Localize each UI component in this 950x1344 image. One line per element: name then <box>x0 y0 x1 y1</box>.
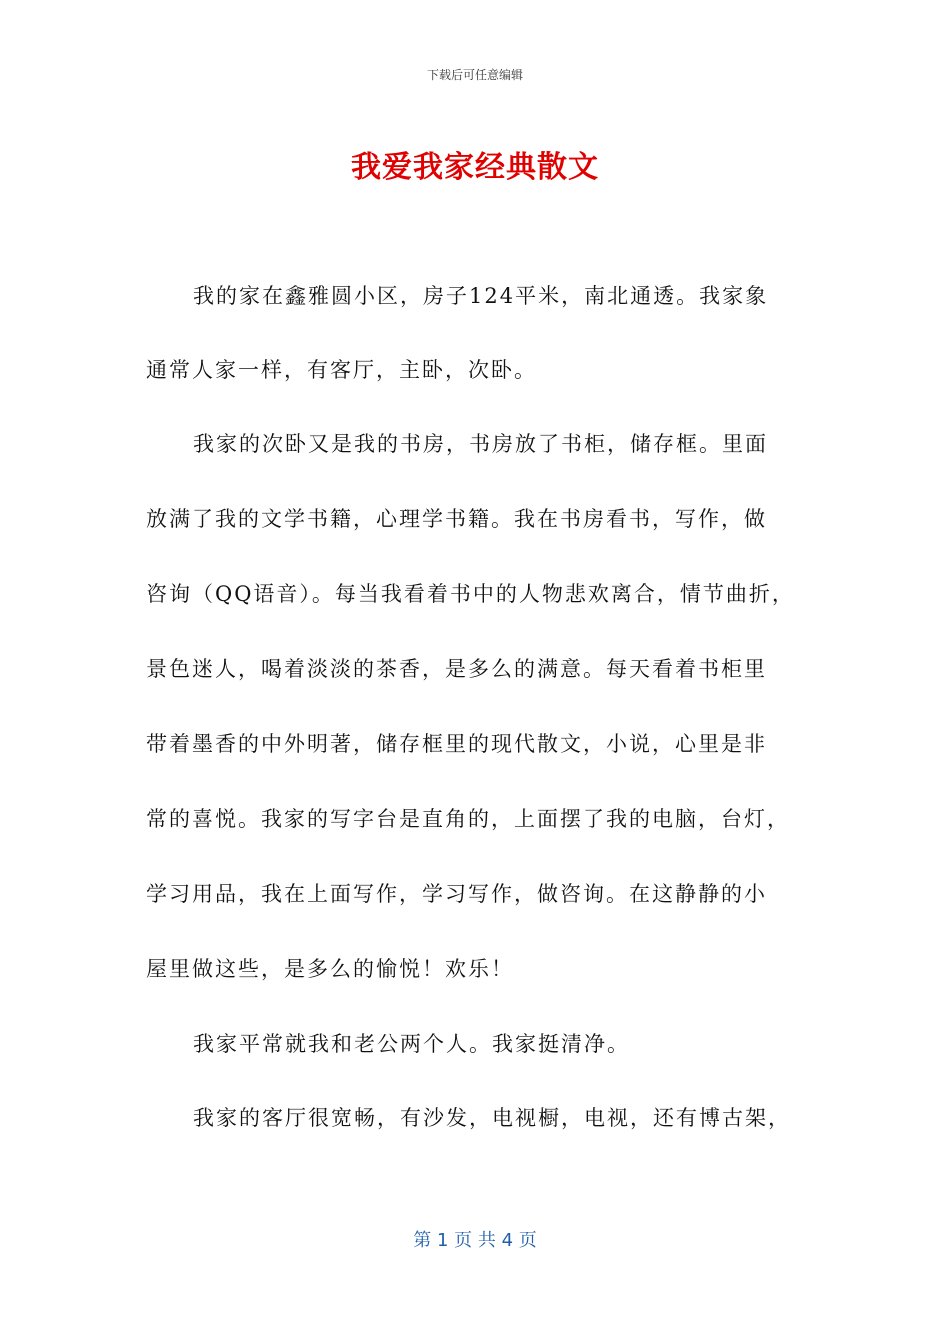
text-line: 我的家在鑫雅圆小区，房子124平米，南北通透。我家象 <box>193 284 769 308</box>
text-line: 屋里做这些，是多么的愉悦！欢乐！ <box>146 957 514 981</box>
page-footer: 第 1 页 共 4 页 <box>413 1230 537 1251</box>
document-title: 我爱我家经典散文 <box>351 150 599 185</box>
text-line: 带着墨香的中外明著，储存框里的现代散文，小说，心里是非 <box>146 732 767 756</box>
text-line: 通常人家一样，有客厅，主卧，次卧。 <box>146 358 537 382</box>
text-line: 常的喜悦。我家的写字台是直角的，上面摆了我的电脑，台灯， <box>146 807 790 831</box>
text-line: 我家平常就我和老公两个人。我家挺清净。 <box>193 1032 630 1056</box>
text-line: 我家的次卧又是我的书房，书房放了书柜，储存框。里面 <box>193 432 768 456</box>
page-header: 下载后可任意编辑 <box>426 68 523 82</box>
text-line: 我家的客厅很宽畅，有沙发，电视橱，电视，还有博古架， <box>193 1106 791 1130</box>
text-line: 咨询（QQ语音）。每当我看着书中的人物悲欢离合，情节曲折， <box>146 582 795 606</box>
text-line: 景色迷人，喝着淡淡的茶香，是多么的满意。每天看着书柜里 <box>146 657 767 681</box>
text-line: 放满了我的文学书籍，心理学书籍。我在书房看书，写作，做 <box>146 507 767 531</box>
text-line: 学习用品，我在上面写作，学习写作，做咨询。在这静静的小 <box>146 882 767 906</box>
